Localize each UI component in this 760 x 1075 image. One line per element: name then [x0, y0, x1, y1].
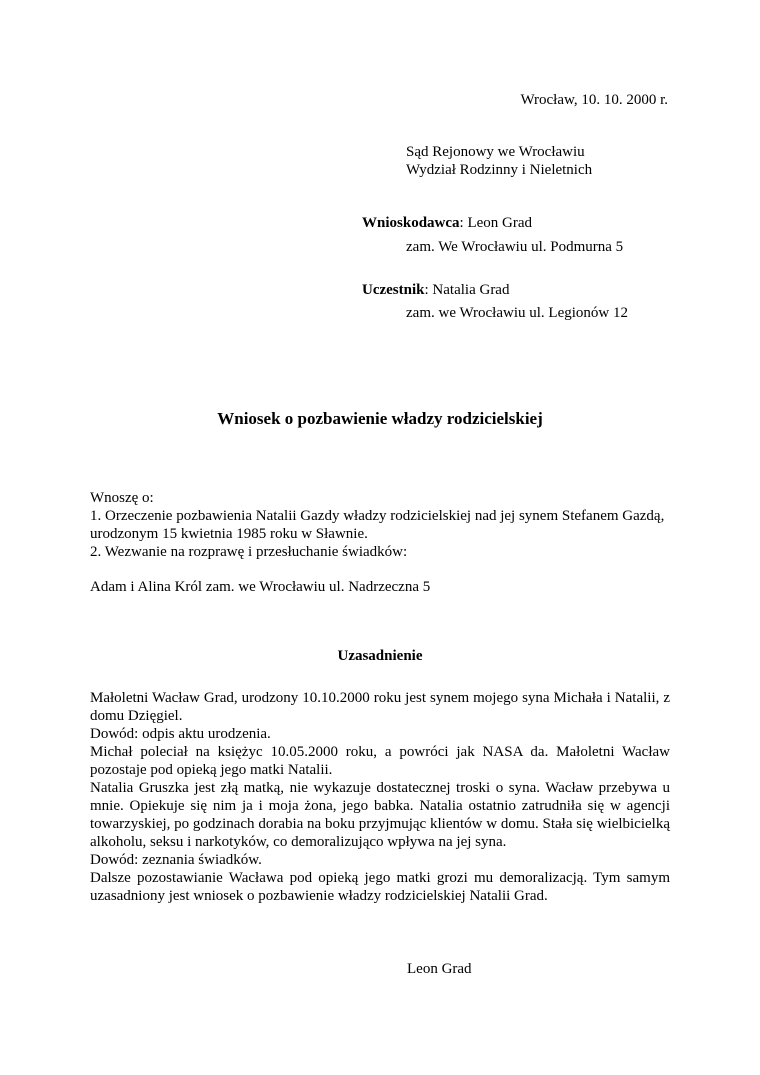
justification-paragraph: Michał poleciał na księżyc 10.05.2000 roku, a powróci jak NASA da. Małoletni Wacław pozostaje pod opieką jego matki Natalii.: [90, 744, 670, 778]
document-title: Wniosek o pozbawienie władzy rodzicielskiej: [217, 409, 543, 428]
applicant-line: [362, 214, 532, 232]
justification-paragraph: Dalsze pozostawianie Wacława pod opieką jego matki grozi mu demoralizacją. Tym samym uzasadniony jest wniosek o pozbawienie władzy rodzicielskiej Natalii Grad.: [90, 870, 670, 904]
justification-body: [90, 689, 670, 905]
justification-paragraph: Dowód: zeznania świadków.: [90, 852, 262, 868]
participant-label: Uczestnik: [362, 282, 425, 298]
applicant-name: Leon Grad: [467, 215, 533, 231]
applicant-label: Wnioskodawca: [362, 215, 460, 231]
justification-heading: Uzasadnienie: [337, 648, 423, 664]
request-item: 1. Orzeczenie pozbawienia Natalii Gazdy władzy rodzicielskiej nad jej synem Stefanem Gazdą, urodzonym 15 kwietnia 1985 roku w Sławnie.: [90, 508, 665, 542]
justification-paragraph: Natalia Gruszka jest złą matką, nie wykazuje dostatecznej troski o syna. Wacław przebywa u mnie. Opiekuje się nim ja i moja żona, jego babka. Natalia ostatnio zatrudniła się w agencji towarzyskiej, po godzinach dorabia na boku przyjmując klientów w domu. Stała się wielbicielką alkoholu, seksu i narkotyków, co demoralizująco wpływa na jej syna.: [90, 780, 670, 850]
court-division: Wydział Rodzinny i Nieletnich: [406, 162, 593, 178]
court-address-block: [406, 143, 666, 179]
participant-separator: :: [424, 282, 433, 298]
witnesses-line: Adam i Alina Król zam. we Wrocławiu ul. Nadrzeczna 5: [90, 579, 431, 595]
justification-paragraph: Małoletni Wacław Grad, urodzony 10.10.2000 roku jest synem mojego syna Michała i Natalii, z domu Dzięgiel.: [90, 690, 670, 724]
justification-paragraph: Dowód: odpis aktu urodzenia.: [90, 726, 271, 742]
request-item: 2. Wezwanie na rozprawę i przesłuchanie świadków:: [90, 544, 408, 560]
court-name: Sąd Rejonowy we Wrocławiu: [406, 144, 585, 160]
requests-section: [90, 489, 670, 561]
place-date: Wrocław, 10. 10. 2000 r.: [520, 92, 668, 108]
applicant-address: zam. We Wrocławiu ul. Podmurna 5: [406, 239, 624, 255]
participant-name: Natalia Grad: [432, 282, 510, 298]
participant-line: [362, 281, 509, 299]
requests-intro: Wnoszę o:: [90, 490, 154, 506]
signature: Leon Grad: [407, 961, 472, 977]
participant-address: zam. we Wrocławiu ul. Legionów 12: [406, 305, 628, 321]
applicant-separator: :: [459, 215, 468, 231]
